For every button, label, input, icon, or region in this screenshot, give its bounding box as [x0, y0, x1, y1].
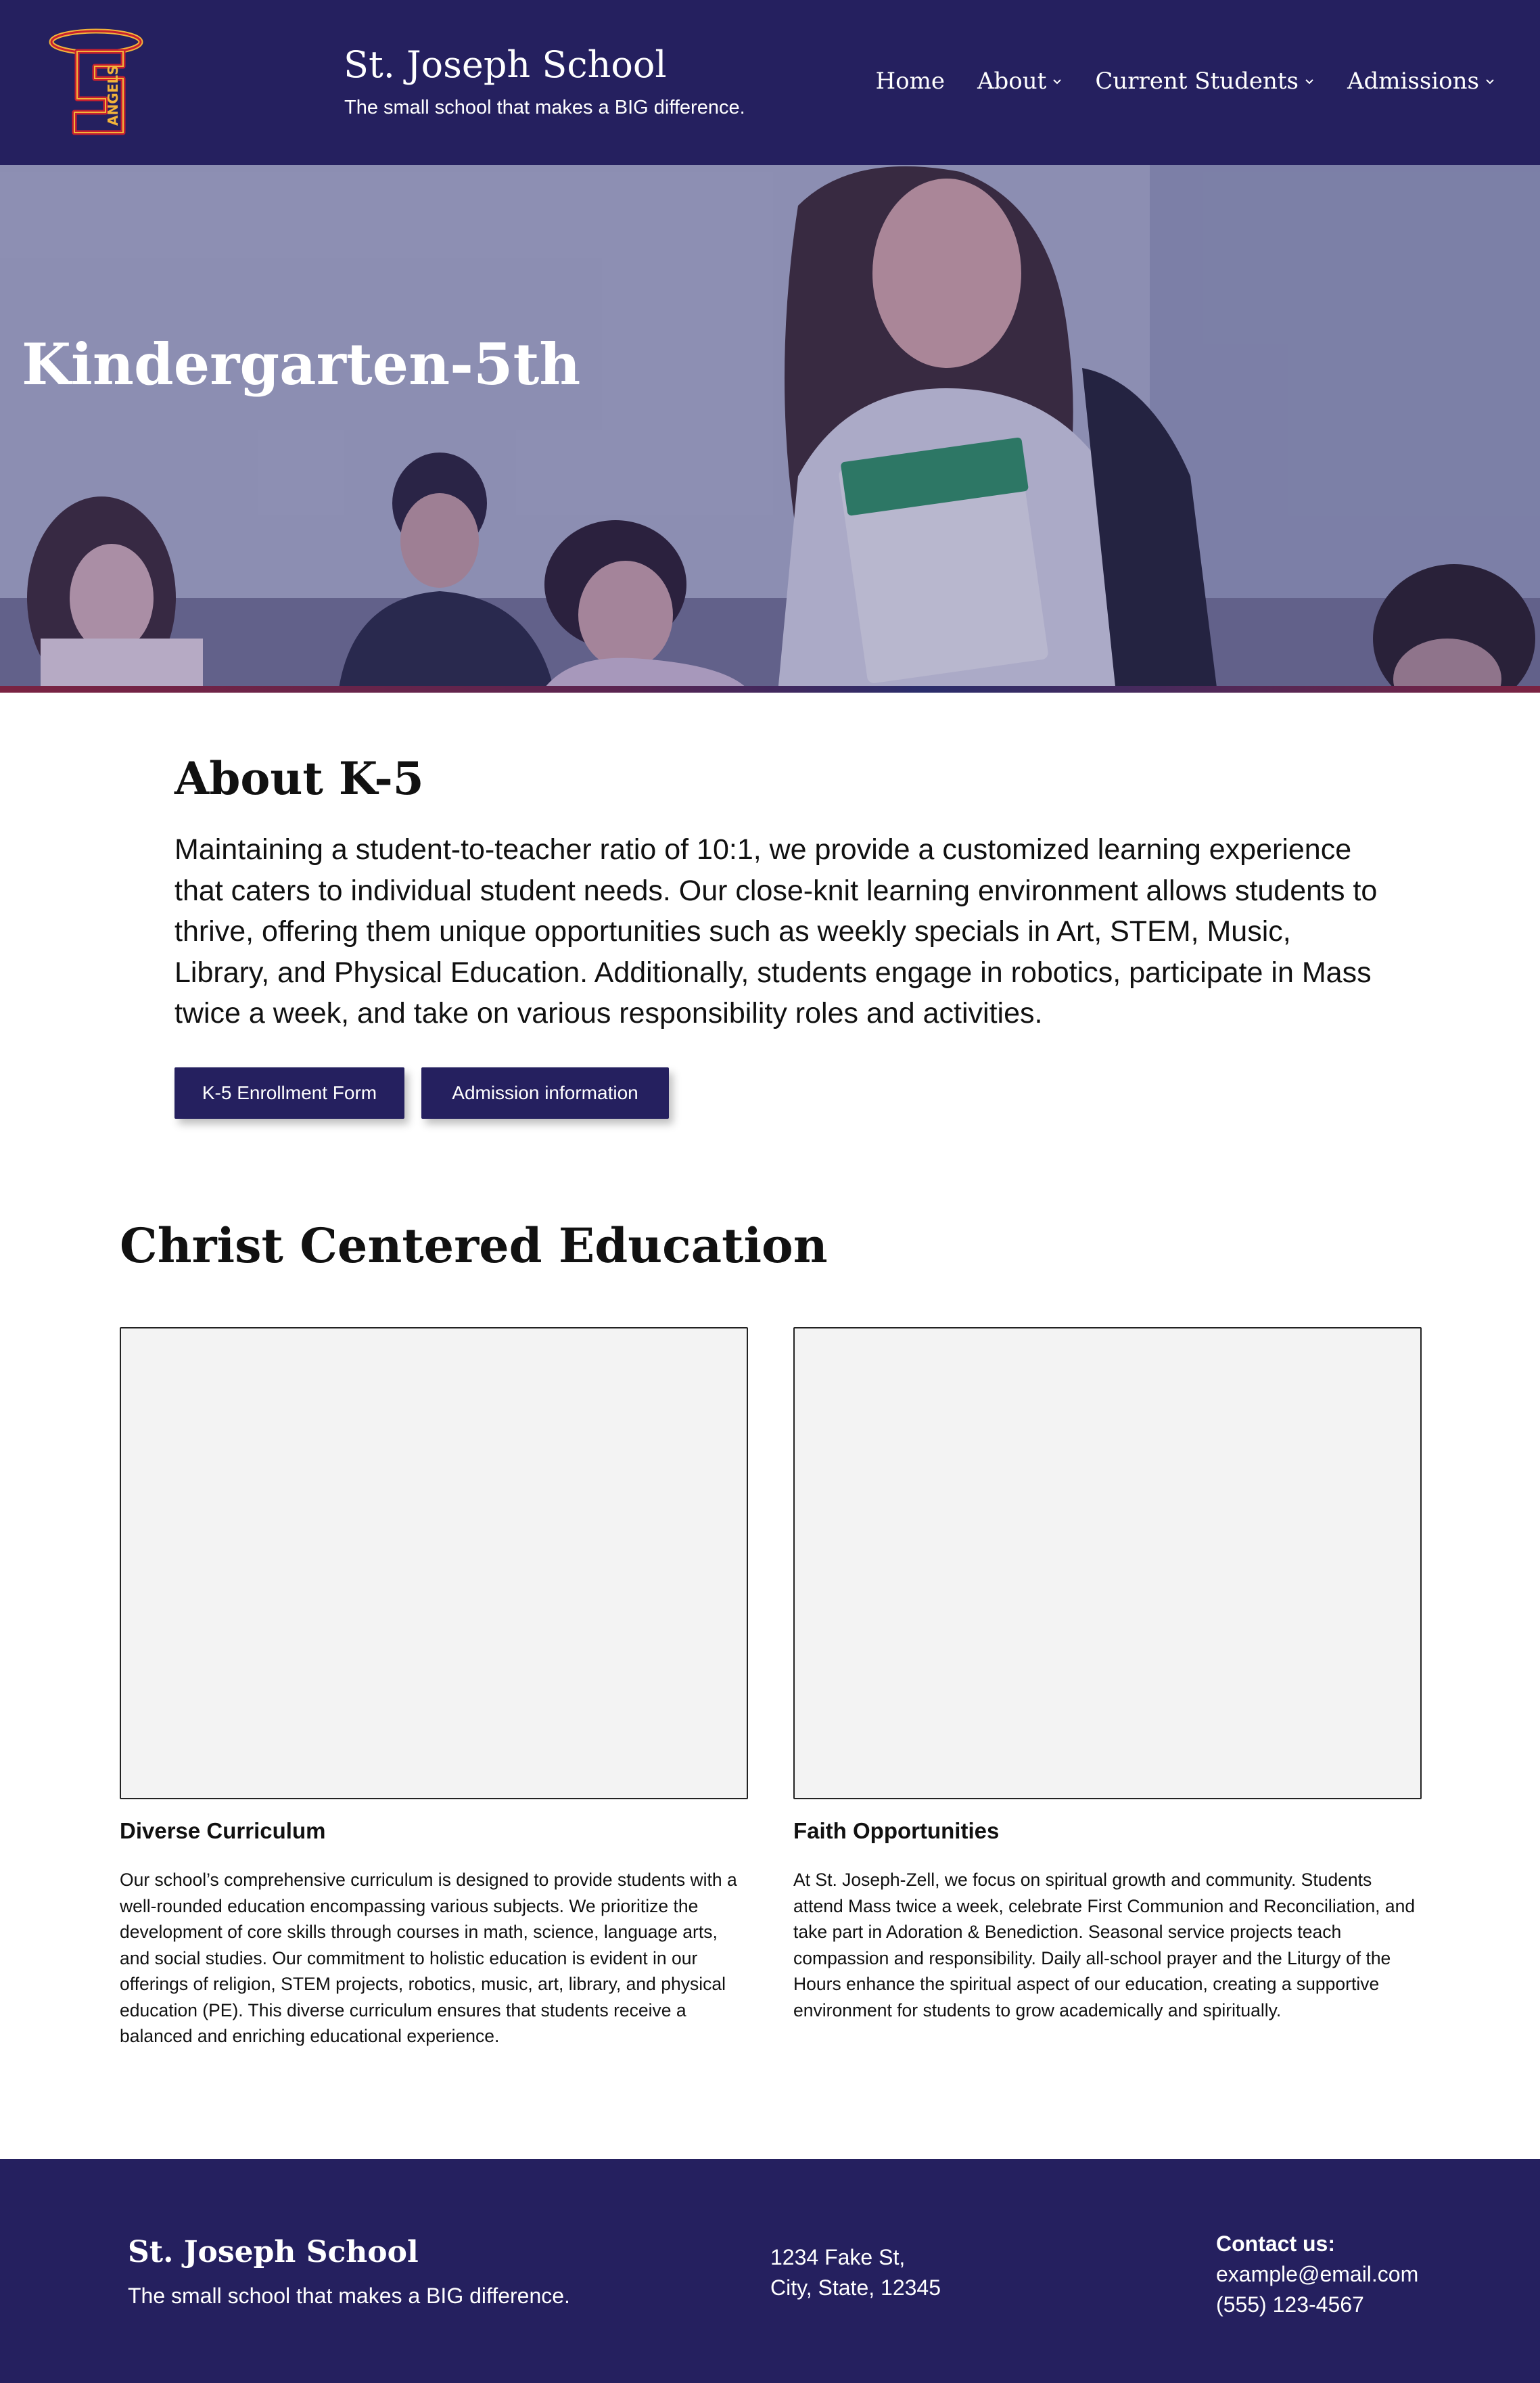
address-line-2: City, State, 12345: [770, 2275, 941, 2300]
site-header: [0, 0, 1540, 165]
nav-item-current-students[interactable]: [1095, 68, 1315, 95]
chevron-down-icon: [1052, 76, 1063, 87]
chevron-down-icon: [1304, 76, 1315, 87]
footer-title: St. Joseph School: [128, 2235, 419, 2269]
k5-enrollment-form-button[interactable]: K-5 Enrollment Form: [174, 1067, 404, 1119]
contact-label: Contact us:: [1216, 2231, 1335, 2256]
card-body-curriculum: Our school’s comprehensive curriculum is designed to provide students with a well-rounded education encompassing various subjects. We prioritize the development of core skills through courses in math, science, language arts, and social studies. Our commitment to holistic education is evident in our offerings of religion, STEM projects, robotics, music, art, library, and physical education (PE). This diverse curriculum ensures that students receive a balanced and enriching educational experience.: [120, 1870, 737, 2046]
faith-image-placeholder: [793, 1327, 1422, 1799]
about-heading: About K-5: [174, 752, 424, 805]
nav-item-home[interactable]: [875, 68, 944, 95]
about-text: Maintaining a student-to-teacher ratio of 10:1, we provide a customized learning experience that caters to individual student needs. Our close-knit learning environment allows students to thrive, offering them unique opportunities such as weekly specials in Art, STEM, Music, Library, and Physical Education. Additionally, students engage in robotics, participate in Mass twice a week, and take on various responsibility roles and activities.: [174, 833, 1378, 1029]
education-heading: Christ Centered Education: [120, 1218, 828, 1274]
site-title[interactable]: St. Joseph School: [344, 43, 667, 86]
angels-logo-icon: [47, 24, 151, 143]
card-body-faith: At St. Joseph-Zell, we focus on spiritual growth and community. Students attend Mass twice a week, celebrate First Communion and Reconciliation, and take part in Adoration & Benediction. Seasonal service projects teach compassion and responsibility. Daily all-school prayer and the Liturgy of the Hours enhance the spiritual aspect of our education, creating a supportive environment for students to grow academically and spiritually.: [793, 1870, 1416, 2020]
site-tagline: The small school that makes a BIG difference.: [344, 97, 745, 118]
footer-address: [770, 2242, 941, 2303]
curriculum-image-placeholder: [120, 1327, 748, 1799]
hero-title: Kindergarten-5th: [22, 331, 581, 398]
site-footer: [0, 2159, 1540, 2383]
school-logo[interactable]: [47, 24, 151, 143]
hero-overlay: [0, 165, 1540, 693]
address-line-1: 1234 Fake St,: [770, 2245, 906, 2269]
card-title-faith: Faith Opportunities: [793, 1818, 1000, 1843]
nav-item-about[interactable]: [977, 68, 1063, 95]
nav-label: Admissions: [1347, 68, 1479, 95]
footer-contact: [1216, 2229, 1418, 2320]
nav-label: Home: [875, 68, 945, 95]
contact-phone[interactable]: (555) 123-4567: [1216, 2292, 1364, 2317]
main-nav: [875, 68, 1495, 95]
hero-divider: [0, 686, 1540, 693]
contact-email[interactable]: example@email.com: [1216, 2262, 1419, 2286]
card-title-curriculum: Diverse Curriculum: [120, 1818, 326, 1843]
chevron-down-icon: [1485, 76, 1495, 87]
hero-banner: [0, 165, 1540, 693]
nav-item-admissions[interactable]: [1347, 68, 1495, 95]
nav-label: About: [977, 68, 1047, 95]
admission-information-button[interactable]: Admission information: [421, 1067, 669, 1119]
nav-label: Current Students: [1095, 68, 1299, 95]
svg-text:ANGELS: ANGELS: [105, 65, 121, 126]
footer-tagline: The small school that makes a BIG difference.: [128, 2284, 570, 2308]
